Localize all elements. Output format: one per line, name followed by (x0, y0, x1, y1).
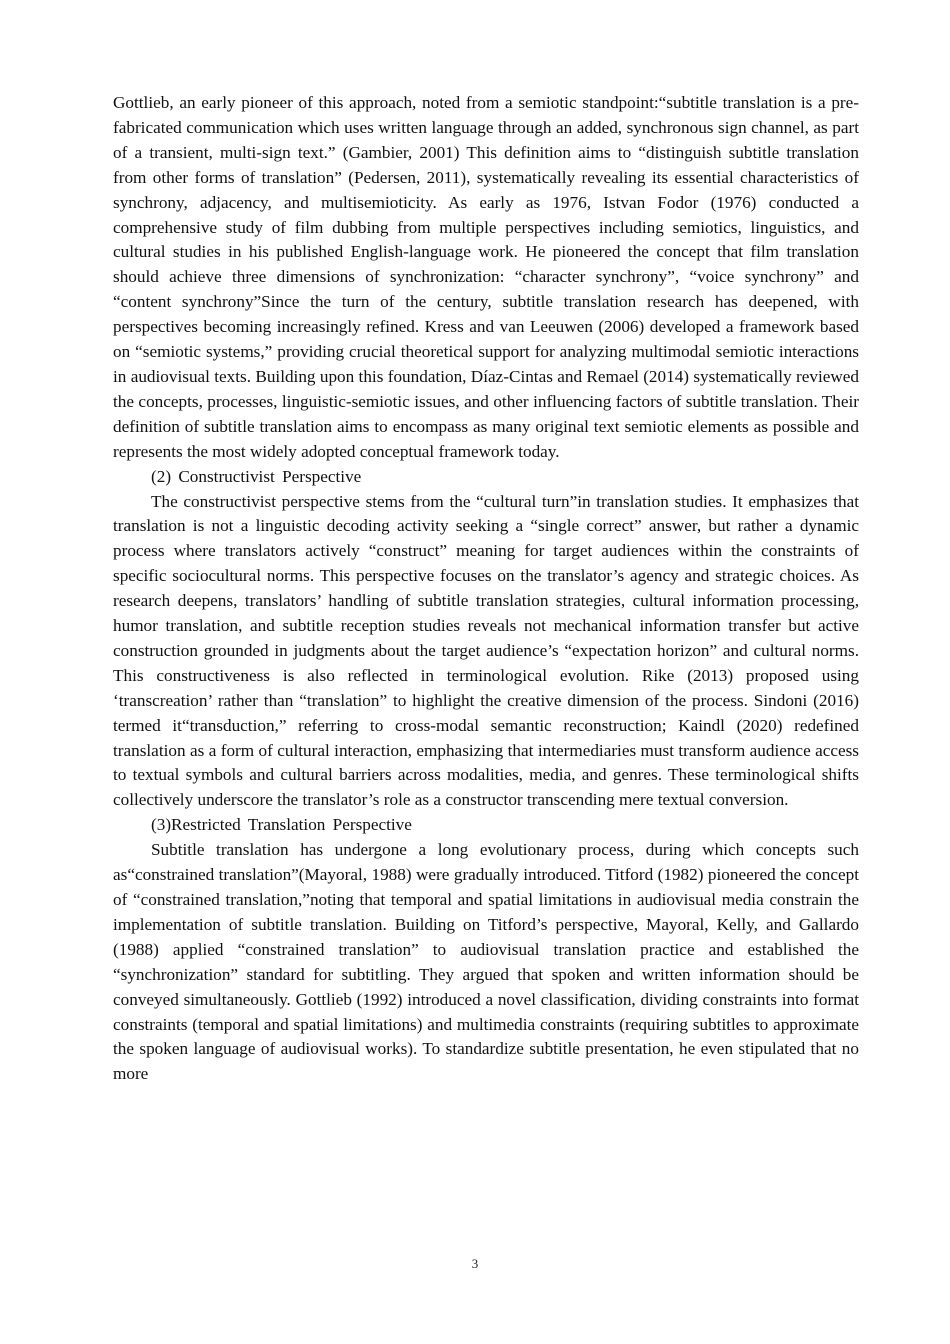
page-number: 3 (471, 1256, 479, 1271)
body-paragraph-intro: Gottlieb, an early pioneer of this approach, noted from a semiotic standpoint:“subtitle translation is a pre-fabricated communication which uses written language through an added, synchronous sign channel, as part of a transient, multi-sign text.” (Gambier, 2001) This definition aims to “distinguish subtitle translation from other forms of translation” (Pedersen, 2011), systematically revealing its essential characteristics of synchrony, adjacency, and multisemioticity. As early as 1976, Istvan Fodor (1976) conducted a comprehensive study of film dubbing from multiple perspectives including semiotics, linguistics, and cultural studies in his published English-language work. He pioneered the concept that film translation should achieve three dimensions of synchronization: “character synchrony”, “voice synchrony” and “content synchrony”Since the turn of the century, subtitle translation research has deepened, with perspectives becoming increasingly refined. Kress and van Leeuwen (2006) developed a framework based on “semiotic systems,” providing crucial theoretical support for analyzing multimodal semiotic interactions in audiovisual texts. Building upon this foundation, Díaz-Cintas and Remael (2014) systematically reviewed the concepts, processes, linguistic-semiotic issues, and other influencing factors of subtitle translation. Their definition of subtitle translation aims to encompass as many original text semiotic elements as possible and represents the most widely adopted conceptual framework today. (113, 93, 859, 461)
body-paragraph-restricted: Subtitle translation has undergone a long evolutionary process, during which concepts such as“constrained translation”(Mayoral, 1988) were gradually introduced. Titford (1982) pioneered the concept of “constrained translation,”noting that temporal and spatial limitations in audiovisual media constrain the implementation of subtitle translation. Building on Titford’s perspective, Mayoral, Kelly, and Gallardo (1988) applied “constrained translation” to audiovisual translation practice and established the “synchronization” standard for subtitling. They argued that spoken and written information should be conveyed simultaneously. Gottlieb (1992) introduced a novel classification, dividing constraints into format constraints (temporal and spatial limitations) and multimedia constraints (requiring subtitles to approximate the spoken language of audiovisual works). To standardize subtitle presentation, he even stipulated that no more (113, 840, 859, 1084)
document-page (113, 91, 859, 1087)
section-heading-constructivist: (2) Constructivist Perspective (151, 466, 362, 486)
section-heading-restricted: (3)Restricted Translation Perspective (151, 815, 412, 835)
body-paragraph-constructivist: The constructivist perspective stems from the “cultural turn”in translation studies. It emphasizes that translation is not a linguistic decoding activity seeking a “single correct” answer, but rather a dynamic process where translators actively “construct” meaning for target audiences within the constraints of specific sociocultural norms. This perspective focuses on the translator’s agency and strategic choices. As research deepens, translators’ handling of subtitle translation strategies, cultural information processing, humor translation, and subtitle reception studies reveals not mechanical information transfer but active construction grounded in judgments about the target audience’s “expectation horizon” and cultural norms. This constructiveness is also reflected in terminological evolution. Rike (2013) proposed using ‘transcreation’ rather than “translation” to highlight the creative dimension of the process. Sindoni (2016) termed it“transduction,” referring to cross-modal semantic reconstruction; Kaindl (2020) redefined translation as a form of cultural interaction, emphasizing that intermediaries must transform audience access to textual symbols and cultural barriers across modalities, media, and genres. These terminological shifts collectively underscore the translator’s role as a constructor transcending mere textual conversion. (113, 491, 859, 810)
